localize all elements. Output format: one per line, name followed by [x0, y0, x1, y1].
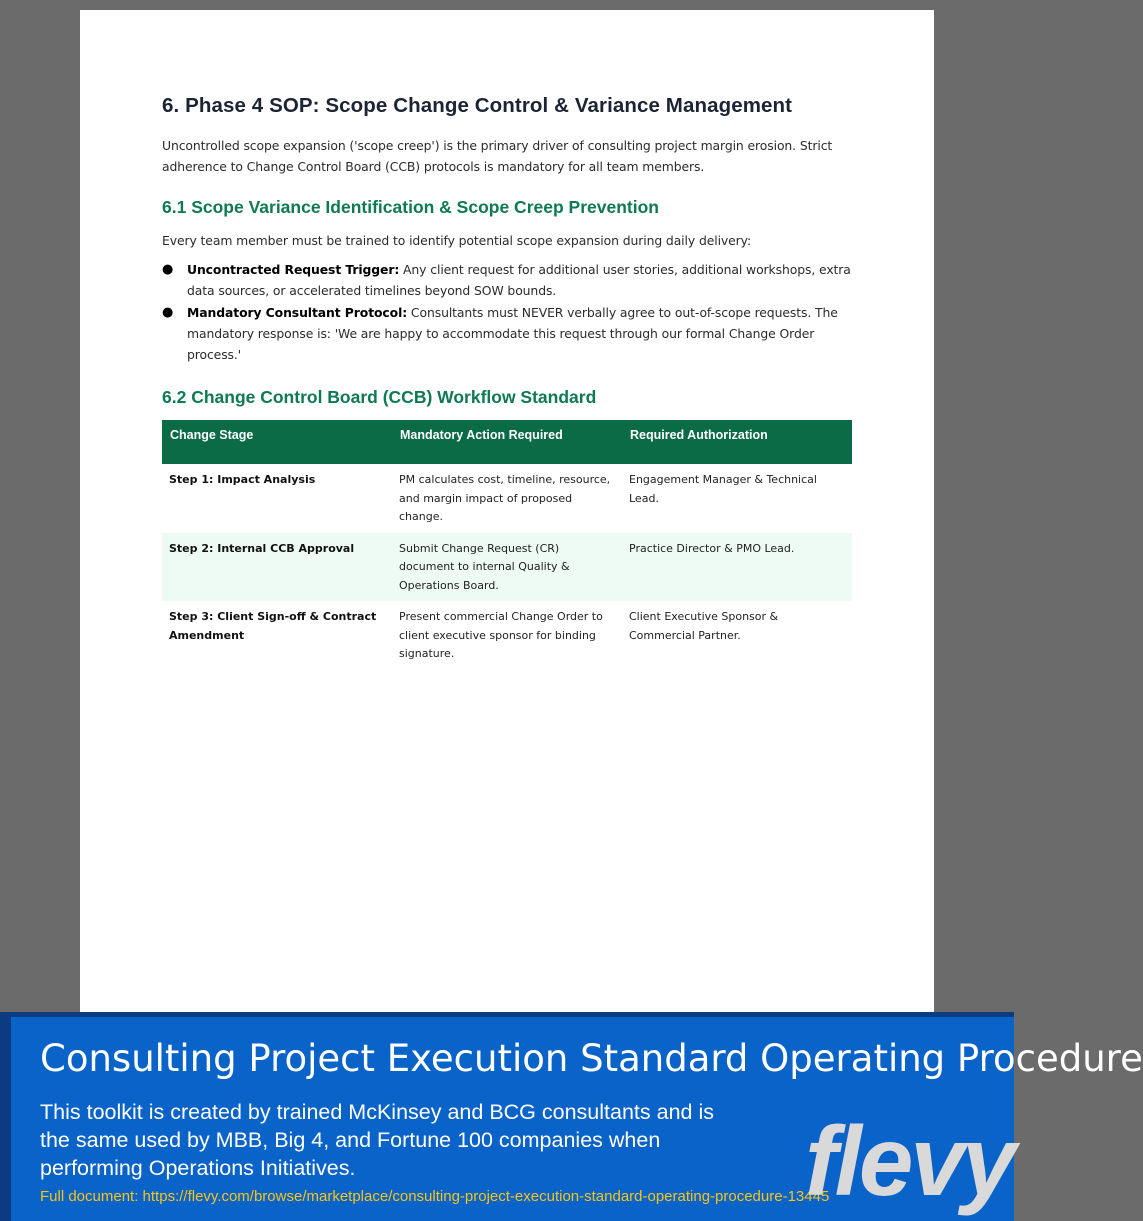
table-header-row	[162, 420, 852, 464]
document-link[interactable]: Full document: https://flevy.com/browse/marketplace/consulting-project-execution-standard-operating-procedure-13445	[40, 1188, 830, 1205]
document-content	[162, 94, 852, 670]
intro-paragraph: Uncontrolled scope expansion ('scope creep') is the primary driver of consulting project margin erosion. Strict adherence to Change Control Board (CCB) protocols is mandatory for all team members.	[162, 138, 833, 174]
ccb-workflow-table	[162, 420, 852, 670]
table-cell: Submit Change Request (CR) document to internal Quality & Operations Board.	[392, 533, 622, 602]
flevy-logo-icon	[801, 1106, 1014, 1216]
bullet-label: Uncontracted Request Trigger:	[187, 262, 400, 277]
table-header-cell: Change Stage	[162, 420, 392, 464]
table-cell: Present commercial Change Order to client executive sponsor for binding signature.	[399, 610, 603, 660]
bullet-icon: ●	[162, 262, 174, 277]
table-header-cell: Required Authorization	[622, 420, 852, 464]
section-heading: 6. Phase 4 SOP: Scope Change Control & Variance Management	[162, 94, 793, 117]
table-row	[162, 601, 852, 670]
promo-banner-panel	[11, 1017, 1143, 1221]
banner-description: This toolkit is created by trained McKinsey and BCG consultants and is the same used by MBB, Big 4, and Fortune 100 companies when performing Operations Initiatives.	[40, 1100, 714, 1180]
table-cell: Step 2: Internal CCB Approval	[162, 533, 392, 602]
subsection-heading-6-2: 6.2 Change Control Board (CCB) Workflow Standard	[162, 387, 597, 407]
table-cell: Step 3: Client Sign-off & Contract Amendment	[169, 610, 377, 642]
document-page	[80, 10, 934, 1014]
table-cell: Step 1: Impact Analysis	[169, 473, 316, 486]
bullet-text: Any client request for additional user stories, additional workshops, extra data sources, or accelerated timelines beyond SOW bounds.	[187, 262, 851, 298]
banner-title: Consulting Project Execution Standard Operating Procedure	[40, 1037, 1143, 1080]
table-row	[162, 464, 852, 533]
bullet-text: Consultants must NEVER verbally agree to out-of-scope requests. The mandatory response is: 'We are happy to accommodate this request through our formal Change Order process.'	[187, 305, 838, 362]
subsection-heading-6-1: 6.1 Scope Variance Identification & Scope Creep Prevention	[162, 197, 659, 217]
table-cell: Practice Director & PMO Lead.	[622, 533, 852, 602]
bullet-label: Mandatory Consultant Protocol:	[187, 305, 408, 320]
table-row	[162, 533, 852, 602]
subsection-lead: Every team member must be trained to identify potential scope expansion during daily delivery:	[162, 233, 752, 248]
bullet-icon: ●	[162, 305, 174, 320]
svg-text:flevy: flevy	[805, 1106, 1014, 1216]
bullet-list	[162, 259, 852, 365]
table-cell: Client Executive Sponsor & Commercial Partner.	[629, 610, 779, 642]
list-item	[162, 259, 852, 301]
promo-banner	[0, 1012, 1143, 1221]
table-cell: Engagement Manager & Technical Lead.	[629, 473, 817, 505]
table-cell: PM calculates cost, timeline, resource, and margin impact of proposed change.	[399, 473, 611, 523]
table-header-cell: Mandatory Action Required	[392, 420, 622, 464]
list-item	[162, 302, 852, 365]
